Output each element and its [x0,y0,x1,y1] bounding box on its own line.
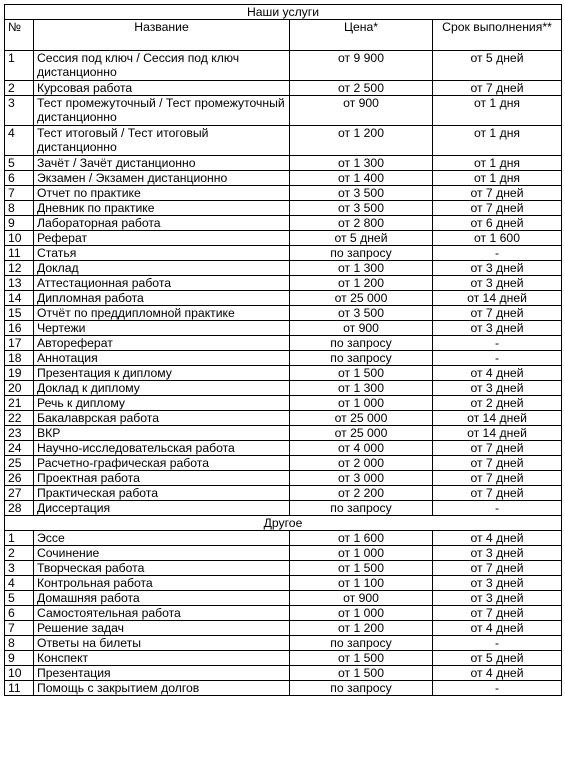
service-price: от 1 000 [290,606,433,621]
service-term: от 14 дней [433,291,562,306]
service-term: - [433,636,562,651]
service-price: от 9 900 [290,51,433,81]
service-price: от 1 400 [290,171,433,186]
service-name: Бакалаврская работа [34,411,290,426]
table-row [5,426,562,441]
header-name: Название [34,20,290,51]
row-number: 21 [5,396,34,411]
row-number: 2 [5,546,34,561]
service-name: Ответы на билеты [34,636,290,651]
row-number: 2 [5,81,34,96]
row-number: 1 [5,51,34,81]
service-price: от 2 200 [290,486,433,501]
table-row [5,606,562,621]
service-name: Расчетно-графическая работа [34,456,290,471]
row-number: 9 [5,651,34,666]
service-term: от 3 дней [433,576,562,591]
service-term: от 7 дней [433,486,562,501]
service-name: Контрольная работа [34,576,290,591]
service-name: Творческая работа [34,561,290,576]
service-term: от 5 дней [433,651,562,666]
service-name: Аттестационная работа [34,276,290,291]
row-number: 22 [5,411,34,426]
section-row [5,516,562,531]
table-row [5,471,562,486]
service-price: от 5 дней [290,231,433,246]
service-price: от 1 100 [290,576,433,591]
table-row [5,441,562,456]
service-term: от 1 дня [433,171,562,186]
service-term: от 7 дней [433,606,562,621]
service-price: по запросу [290,681,433,696]
service-name: Доклад к диплому [34,381,290,396]
table-row [5,51,562,81]
row-number: 10 [5,231,34,246]
table-row [5,126,562,156]
table-title-row [5,5,562,20]
service-term: от 7 дней [433,186,562,201]
table-row [5,276,562,291]
service-price: от 4 000 [290,441,433,456]
service-name: Доклад [34,261,290,276]
service-name: Дипломная работа [34,291,290,306]
table-row [5,651,562,666]
row-number: 4 [5,126,34,156]
service-price: от 1 600 [290,531,433,546]
row-number: 25 [5,456,34,471]
service-name: Домашняя работа [34,591,290,606]
service-price: от 1 000 [290,396,433,411]
service-term: от 3 дней [433,276,562,291]
service-term: от 3 дней [433,546,562,561]
service-term: от 7 дней [433,561,562,576]
table-row [5,96,562,126]
table-row [5,621,562,636]
row-number: 28 [5,501,34,516]
service-name: Презентация к диплому [34,366,290,381]
row-number: 10 [5,666,34,681]
table-row [5,576,562,591]
row-number: 5 [5,591,34,606]
row-number: 13 [5,276,34,291]
service-term: от 7 дней [433,201,562,216]
table-row [5,201,562,216]
table-row [5,591,562,606]
service-price: от 2 000 [290,456,433,471]
service-name: Отчет по практике [34,186,290,201]
table-row [5,396,562,411]
row-number: 7 [5,621,34,636]
service-term: от 7 дней [433,471,562,486]
service-price: от 3 000 [290,471,433,486]
service-name: Диссертация [34,501,290,516]
table-row [5,456,562,471]
row-number: 3 [5,96,34,126]
service-price: по запросу [290,501,433,516]
row-number: 23 [5,426,34,441]
table-row [5,486,562,501]
service-term: - [433,336,562,351]
services-table-body [5,5,562,696]
service-price: от 900 [290,321,433,336]
row-number: 26 [5,471,34,486]
table-row [5,366,562,381]
row-number: 9 [5,216,34,231]
service-term: - [433,681,562,696]
service-price: от 1 000 [290,546,433,561]
table-row [5,351,562,366]
table-row [5,261,562,276]
table-row [5,306,562,321]
row-number: 18 [5,351,34,366]
service-name: Тест промежуточный / Тест промежуточный дистанционно [34,96,290,126]
row-number: 24 [5,441,34,456]
table-row [5,561,562,576]
service-name: Самостоятельная работа [34,606,290,621]
table-row [5,681,562,696]
service-price: от 1 200 [290,276,433,291]
service-term: от 14 дней [433,426,562,441]
row-number: 19 [5,366,34,381]
service-term: от 1 дня [433,126,562,156]
service-term: - [433,246,562,261]
service-term: от 7 дней [433,81,562,96]
service-name: Научно-исследовательская работа [34,441,290,456]
service-price: от 1 300 [290,381,433,396]
table-row [5,336,562,351]
service-term: от 1 600 [433,231,562,246]
service-price: от 1 500 [290,366,433,381]
service-name: Эссе [34,531,290,546]
table-row [5,546,562,561]
service-price: от 1 300 [290,156,433,171]
service-name: Практическая работа [34,486,290,501]
service-price: от 1 200 [290,126,433,156]
service-term: от 3 дней [433,591,562,606]
service-term: от 1 дня [433,156,562,171]
service-name: Аннотация [34,351,290,366]
table-row [5,186,562,201]
service-price: от 25 000 [290,291,433,306]
service-price: от 2 800 [290,216,433,231]
table-header-row [5,20,562,51]
service-name: Отчёт по преддипломной практике [34,306,290,321]
table-row [5,246,562,261]
service-term: - [433,351,562,366]
service-name: Курсовая работа [34,81,290,96]
row-number: 6 [5,606,34,621]
service-price: от 1 500 [290,651,433,666]
service-name: ВКР [34,426,290,441]
service-price: от 3 500 [290,186,433,201]
service-price: от 900 [290,96,433,126]
services-table [4,4,562,696]
table-row [5,531,562,546]
table-row [5,636,562,651]
service-price: от 3 500 [290,201,433,216]
service-term: - [433,501,562,516]
service-price: от 900 [290,591,433,606]
service-term: от 1 дня [433,96,562,126]
row-number: 8 [5,201,34,216]
service-term: от 3 дней [433,381,562,396]
service-price: от 1 500 [290,561,433,576]
service-term: от 6 дней [433,216,562,231]
service-name: Чертежи [34,321,290,336]
row-number: 6 [5,171,34,186]
service-term: от 4 дней [433,366,562,381]
table-row [5,231,562,246]
service-name: Проектная работа [34,471,290,486]
service-price: от 25 000 [290,411,433,426]
row-number: 11 [5,681,34,696]
header-price: Цена* [290,20,433,51]
service-term: от 3 дней [433,321,562,336]
service-price: от 1 500 [290,666,433,681]
service-term: от 14 дней [433,411,562,426]
service-price: от 1 200 [290,621,433,636]
service-name: Зачёт / Зачёт дистанционно [34,156,290,171]
header-term: Срок выполнения** [433,20,562,51]
service-price: от 1 300 [290,261,433,276]
service-term: от 2 дней [433,396,562,411]
table-row [5,216,562,231]
service-name: Решение задач [34,621,290,636]
row-number: 27 [5,486,34,501]
service-price: от 2 500 [290,81,433,96]
service-term: от 3 дней [433,261,562,276]
table-title: Наши услуги [5,5,562,20]
row-number: 4 [5,576,34,591]
header-num: № [5,20,34,51]
row-number: 15 [5,306,34,321]
row-number: 14 [5,291,34,306]
row-number: 12 [5,261,34,276]
row-number: 5 [5,156,34,171]
service-term: от 4 дней [433,531,562,546]
row-number: 20 [5,381,34,396]
service-name: Экзамен / Экзамен дистанционно [34,171,290,186]
table-row [5,321,562,336]
service-term: от 4 дней [433,621,562,636]
service-term: от 7 дней [433,306,562,321]
service-name: Речь к диплому [34,396,290,411]
service-term: от 4 дней [433,666,562,681]
row-number: 8 [5,636,34,651]
row-number: 16 [5,321,34,336]
service-term: от 5 дней [433,51,562,81]
service-name: Реферат [34,231,290,246]
service-name: Тест итоговый / Тест итоговый дистанционно [34,126,290,156]
service-price: от 25 000 [290,426,433,441]
service-term: от 7 дней [433,441,562,456]
table-row [5,411,562,426]
service-name: Автореферат [34,336,290,351]
row-number: 7 [5,186,34,201]
service-name: Статья [34,246,290,261]
section-title-other: Другое [5,516,562,531]
service-name: Сессия под ключ / Сессия под ключ дистанционно [34,51,290,81]
service-price: по запросу [290,636,433,651]
service-name: Дневник по практике [34,201,290,216]
service-name: Лабораторная работа [34,216,290,231]
service-price: по запросу [290,336,433,351]
service-price: от 3 500 [290,306,433,321]
service-price: по запросу [290,246,433,261]
service-name: Презентация [34,666,290,681]
service-name: Конспект [34,651,290,666]
row-number: 11 [5,246,34,261]
row-number: 17 [5,336,34,351]
table-row [5,381,562,396]
table-row [5,156,562,171]
table-row [5,666,562,681]
service-name: Помощь с закрытием долгов [34,681,290,696]
service-name: Сочинение [34,546,290,561]
service-price: по запросу [290,351,433,366]
table-row [5,171,562,186]
service-term: от 7 дней [433,456,562,471]
table-row [5,291,562,306]
table-row [5,81,562,96]
row-number: 3 [5,561,34,576]
table-row [5,501,562,516]
row-number: 1 [5,531,34,546]
